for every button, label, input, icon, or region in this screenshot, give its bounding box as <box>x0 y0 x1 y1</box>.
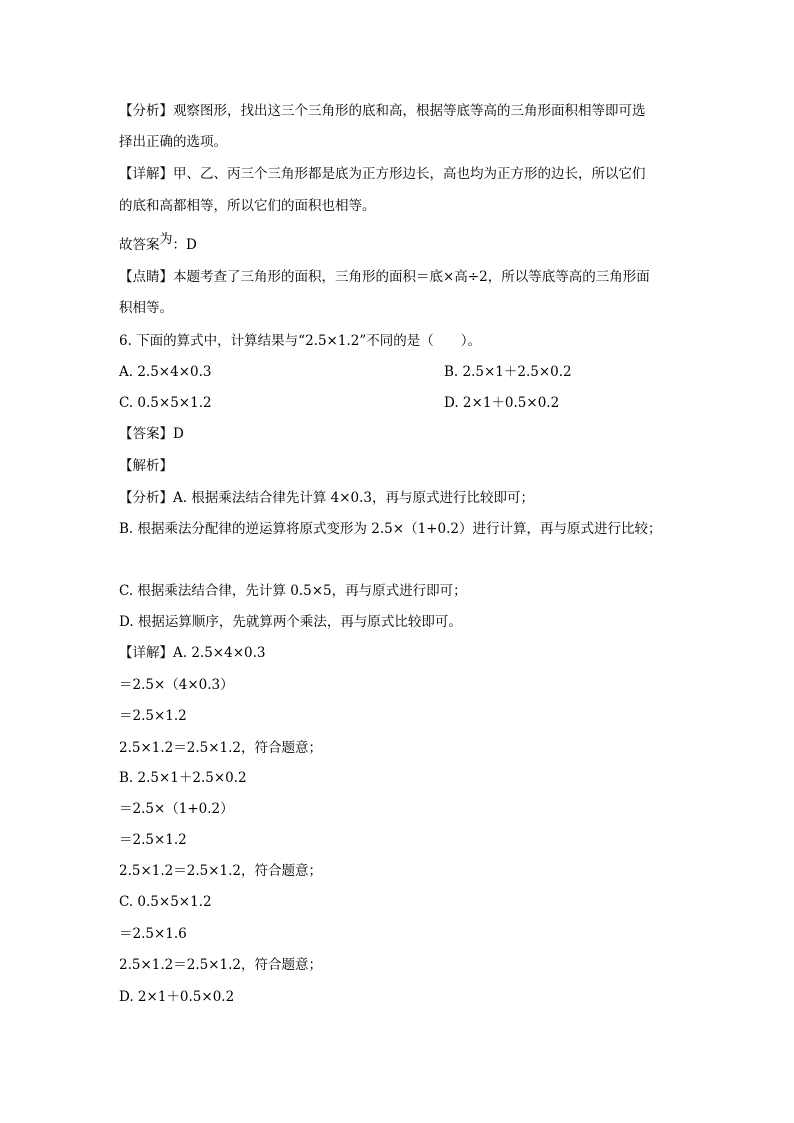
analysis-b: B. 根据乘法分配律的逆运算将原式变形为 2.5×（1+0.2）进行计算，再与原式进行比较； <box>119 521 662 537</box>
step-line: 2.5×1.2＝2.5×1.2，符合题意； <box>119 957 323 973</box>
comment-text-line2: 积相等。 <box>119 300 173 316</box>
step-line: C. 0.5×5×1.2 <box>119 894 212 910</box>
analysis-a: 【分析】A. 根据乘法结合律先计算 4×0.3，再与原式进行比较即可； <box>119 490 534 506</box>
options-row-2 <box>119 393 212 413</box>
step-line: ＝2.5×（1+0.2） <box>119 801 234 817</box>
step-line: 2.5×1.2＝2.5×1.2，符合题意； <box>119 740 323 756</box>
answer-line <box>119 232 197 256</box>
question-6-stem: 6. 下面的算式中，计算结果与“2.5×1.2”不同的是（ ）。 <box>119 333 481 349</box>
step-line: B. 2.5×1＋2.5×0.2 <box>119 770 247 786</box>
answer-label: 【答案】D <box>119 426 184 442</box>
step-line: ＝2.5×（4×0.3） <box>119 677 234 693</box>
step-line: D. 2×1＋0.5×0.2 <box>119 989 235 1005</box>
answer-sup: 为 <box>159 232 173 247</box>
answer-prefix: 故答案 <box>119 237 160 253</box>
detail-text-line1: 【详解】甲、乙、丙三个三角形都是底为正方形边长，高也均为正方形的边长，所以它们 <box>119 166 646 182</box>
answer-suffix: ：D <box>172 237 197 253</box>
detail-text-line2: 的底和高都相等，所以它们的面积也相等。 <box>119 198 376 214</box>
step-line: ＝2.5×1.2 <box>119 832 187 848</box>
analysis-d: D. 根据运算顺序，先就算两个乘法，再与原式比较即可。 <box>119 614 462 630</box>
options-row-1 <box>119 362 211 382</box>
analysis-text-line1: 【分析】观察图形，找出这三个三角形的底和高，根据等底等高的三角形面积相等即可选 <box>119 103 646 119</box>
step-line: ＝2.5×1.6 <box>119 926 187 942</box>
option-b: B. 2.5×1＋2.5×0.2 <box>444 364 572 380</box>
analysis-c: C. 根据乘法结合律，先计算 0.5×5，再与原式进行即可； <box>119 583 467 599</box>
step-line: 2.5×1.2＝2.5×1.2，符合题意； <box>119 863 323 879</box>
step-line: ＝2.5×1.2 <box>119 708 187 724</box>
option-d: D. 2×1＋0.5×0.2 <box>444 395 560 411</box>
option-a: A. 2.5×4×0.3 <box>119 364 212 380</box>
step-line: 【详解】A. 2.5×4×0.3 <box>119 645 266 661</box>
comment-text-line1: 【点睛】本题考查了三角形的面积，三角形的面积＝底×高÷2，所以等底等高的三角形面 <box>119 269 650 285</box>
explanation-label: 【解析】 <box>119 458 173 474</box>
option-c: C. 0.5×5×1.2 <box>119 395 212 411</box>
analysis-text-line2: 择出正确的选项。 <box>119 134 227 150</box>
